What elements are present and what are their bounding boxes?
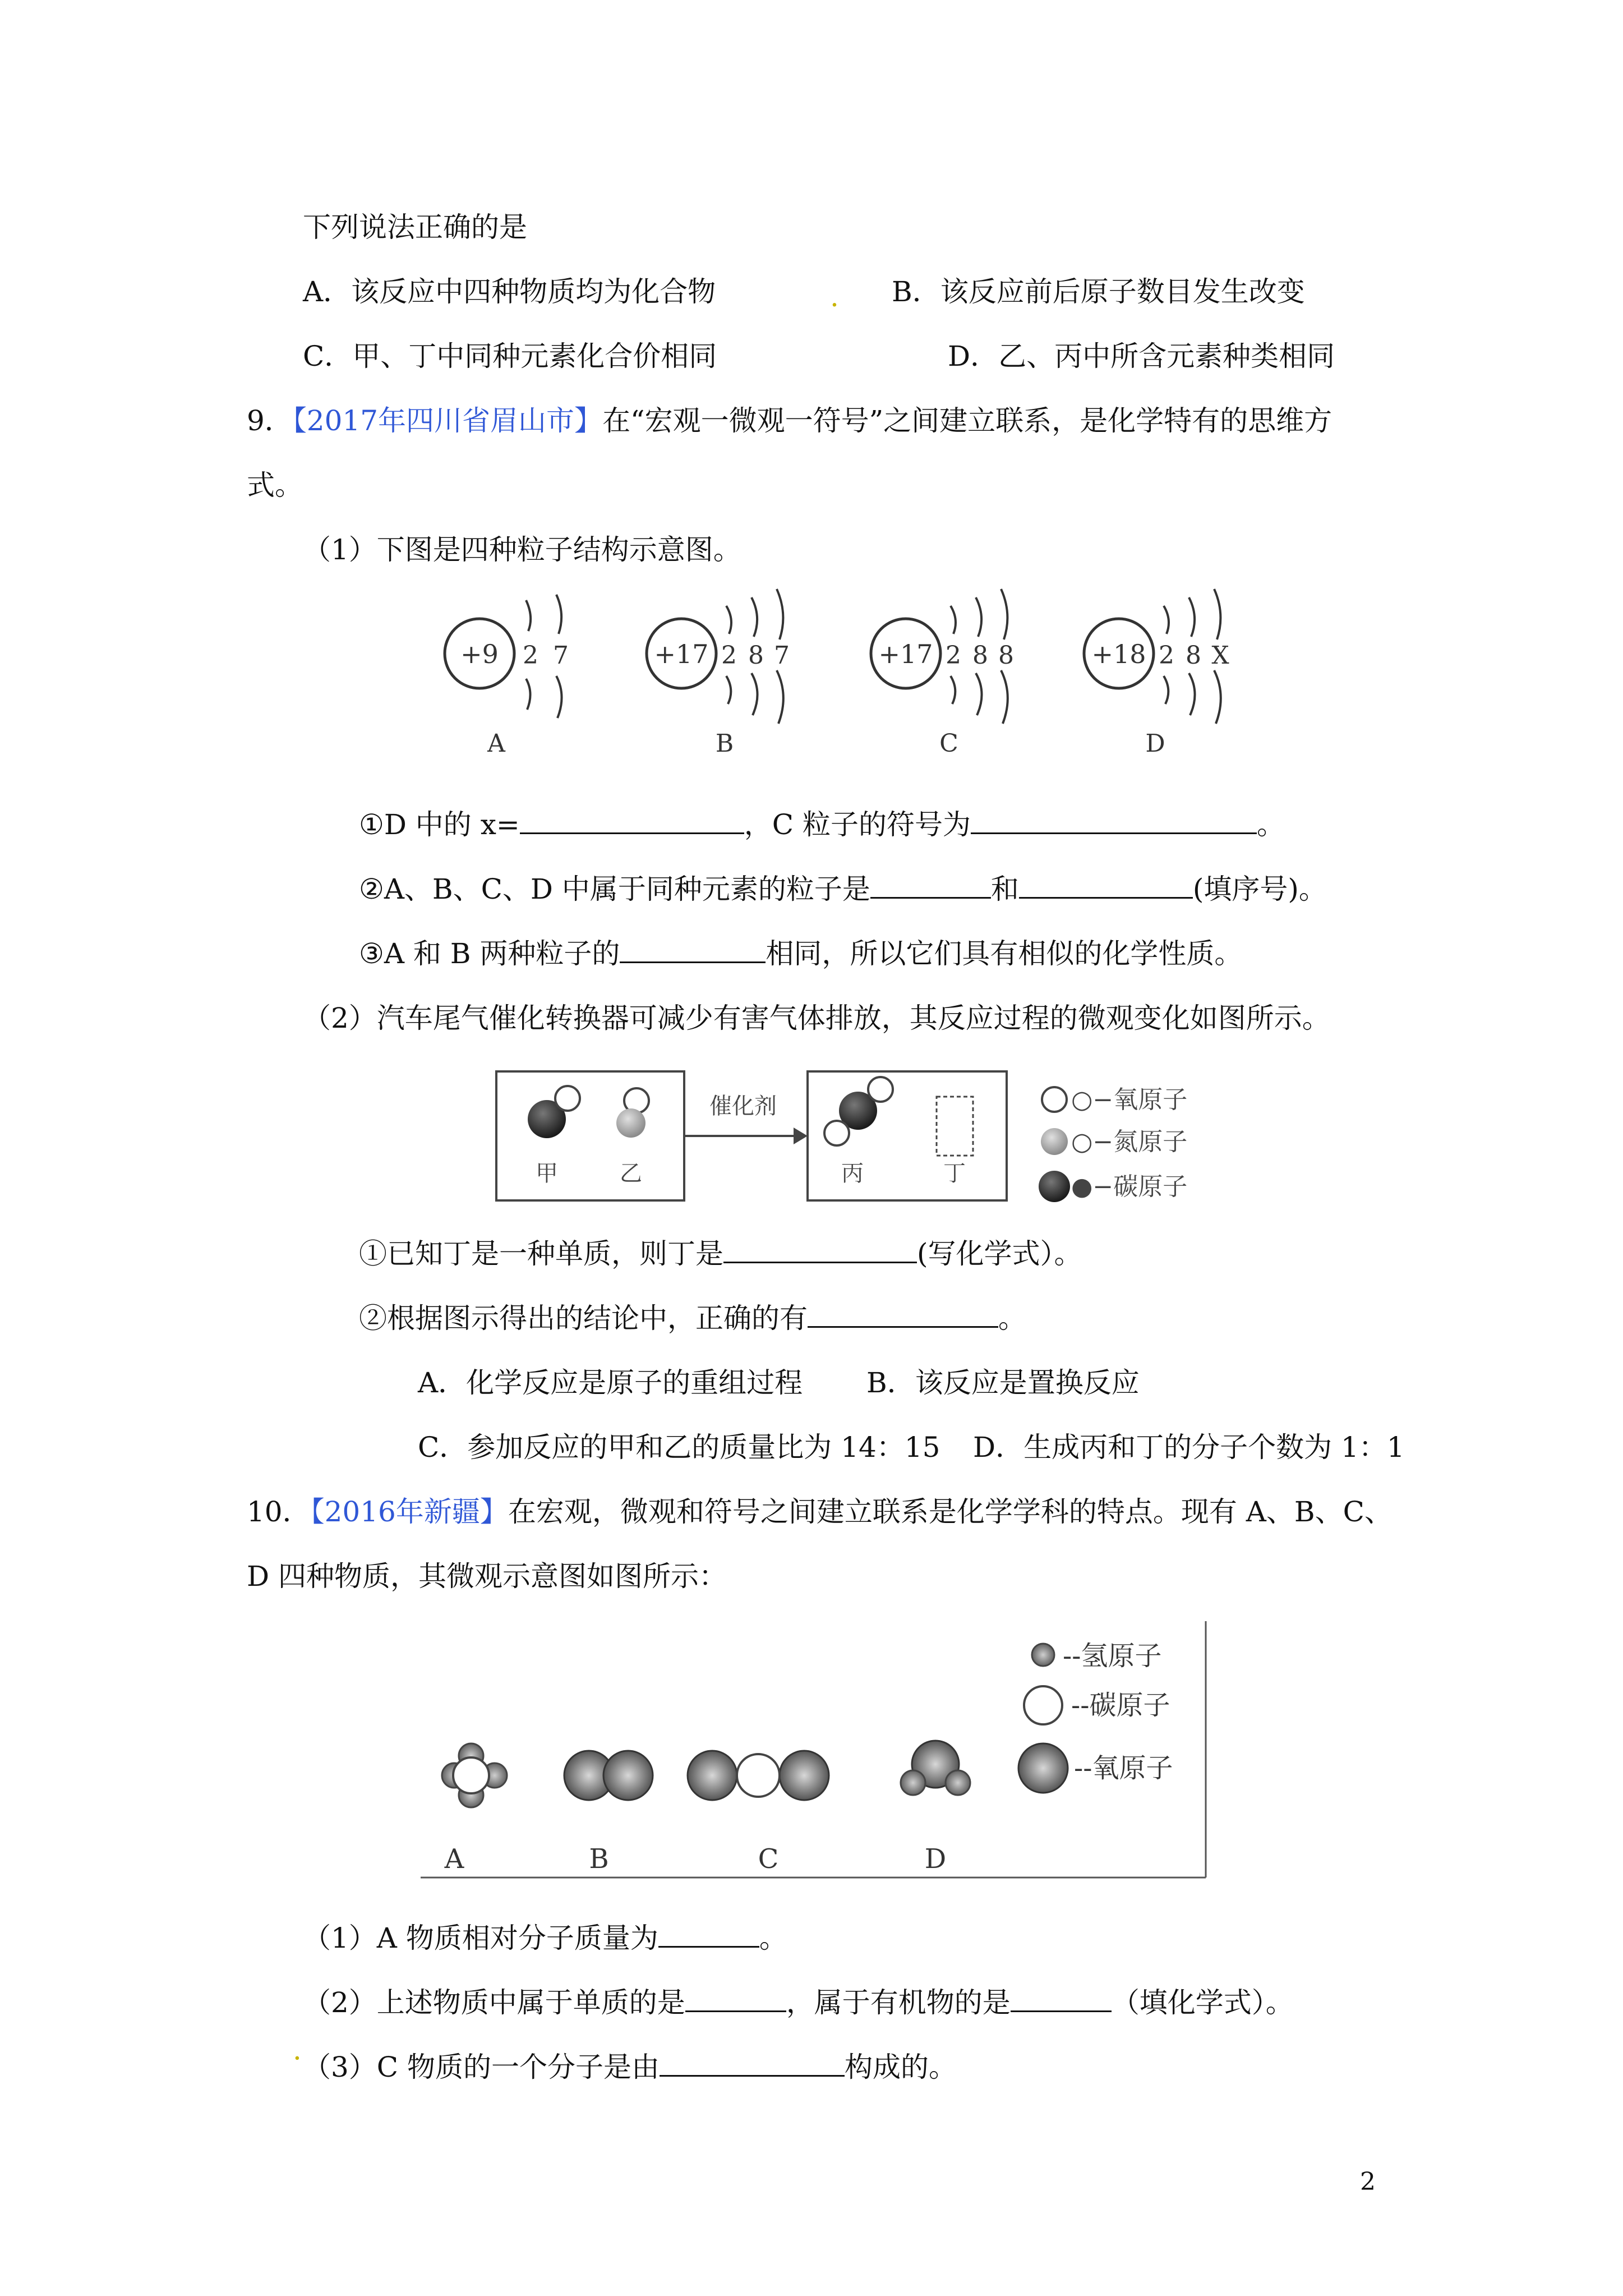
q9-p2-option-c: C．参加反应的甲和乙的质量比为 14：15 (418, 1431, 940, 1464)
atom-b-shell-1: 2 (721, 641, 737, 670)
q9-part1-heading: （1）下图是四种粒子结构示意图。 (303, 533, 741, 566)
oxygen-atom (824, 1121, 849, 1145)
q9-p2-option-d: D．生成丙和丁的分子个数为 1：1 (973, 1431, 1405, 1464)
q9-s3 (359, 937, 1242, 970)
q10-s1 (303, 1921, 787, 1955)
stray-dot: . (830, 280, 839, 313)
answer-blank-organic[interactable] (1011, 1986, 1112, 2012)
atom-d-shell-1: 2 (1159, 641, 1174, 670)
molecule-b (564, 1751, 653, 1800)
answer-blank-conclusions[interactable] (808, 1301, 998, 1328)
answer-blank-relative-mass[interactable] (658, 1921, 759, 1948)
atom-structure-diagram (426, 583, 1267, 769)
q10-s3-text-b: 构成的。 (844, 2051, 957, 2083)
arrow-right-icon (794, 1128, 808, 1144)
q9-p2-s1-text-b: (写化学式）。 (917, 1237, 1082, 1270)
label-yi: 乙 (620, 1161, 642, 1186)
atom-b-label: B (715, 729, 734, 758)
atom-a-shell-1: 2 (523, 641, 538, 670)
molecule-c (688, 1751, 829, 1800)
answer-blank-same-element-1[interactable] (870, 872, 991, 899)
oxygen-legend-icon (1018, 1743, 1068, 1793)
q9-stem: 在“宏观一微观一符号”之间建立联系，是化学特有的思维方 (602, 404, 1332, 437)
legend-carbon: ●−碳原子 (1071, 1172, 1188, 1201)
q9-s1-text-c: 。 (1256, 808, 1285, 841)
stray-dot: · (293, 2042, 302, 2074)
q9-s3-text-a: ③A 和 B 两种粒子的 (359, 937, 620, 970)
atom-b-shell-2: 8 (748, 641, 764, 670)
legend-oxygen: ○−氧原子 (1071, 1085, 1188, 1114)
atom-c-shell-1: 2 (946, 641, 961, 670)
q10-s1-text-b: 。 (759, 1922, 787, 1954)
reaction-diagram (494, 1055, 1223, 1240)
q10-s2-text-b: ，属于有机物的是 (786, 1986, 1011, 2019)
answer-blank-element[interactable] (685, 1986, 786, 2012)
atom-b-nucleus: +17 (654, 639, 709, 669)
legend-hydrogen: --氢原子 (1063, 1640, 1162, 1672)
q9-s2-text-a: ②A、B、C、D 中属于同种元素的粒子是 (359, 873, 870, 905)
atom-a-label: A (487, 729, 505, 758)
q10-stem-line2: D 四种物质，其微观示意图如图所示： (247, 1560, 727, 1593)
q10-s2-text-c: （填化学式）。 (1111, 1986, 1294, 2019)
q9-p2-s2-text-b: 。 (998, 1302, 1026, 1335)
q9-p2-s1 (359, 1237, 1082, 1271)
atom-c-shell-3: 8 (998, 641, 1014, 670)
carbon-legend-icon (1024, 1686, 1062, 1724)
catalyst-label: 催化剂 (709, 1093, 777, 1119)
q9-s2 (359, 872, 1327, 906)
q8-option-b: B．该反应前后原子数目发生改变 (892, 275, 1305, 308)
q8-stem: 下列说法正确的是 (303, 211, 527, 243)
molecule-a (442, 1743, 507, 1807)
oxygen-atom (555, 1086, 580, 1111)
molecule-label-a: A (444, 1843, 464, 1875)
q8-option-d: D．乙、丙中所含元素种类相同 (948, 340, 1335, 372)
atom-b (647, 589, 790, 758)
legend-carbon: --碳原子 (1071, 1690, 1170, 1721)
q8-option-c: C．甲、丁中同种元素化合价相同 (303, 340, 717, 372)
q9-s1-text-b: ，C 粒子的符号为 (744, 808, 971, 841)
q9-s1-text-a: ①D 中的 x= (359, 808, 520, 841)
atom-b-shell-3: 7 (774, 641, 790, 670)
q9-p2-s1-text-a: ①已知丁是一种单质，则丁是 (359, 1237, 723, 1270)
molecule-label-d: D (924, 1843, 947, 1875)
q10-s3-text-a: （3）C 物质的一个分子是由 (303, 2051, 660, 2083)
atom-a-nucleus: +9 (460, 639, 499, 669)
answer-blank-c-symbol[interactable] (971, 808, 1257, 834)
label-bing: 丙 (841, 1161, 864, 1186)
atom-c-label: C (939, 729, 958, 758)
legend-oxygen: --氧原子 (1074, 1752, 1173, 1784)
q10-number: 10． (247, 1496, 311, 1528)
q10-s1-text-a: （1）A 物质相对分子质量为 (303, 1922, 658, 1954)
q9-source: 【2017年四川省眉山市】 (292, 404, 603, 437)
nitrogen-legend-icon (1041, 1128, 1068, 1155)
q9-p2-option-b: B．该反应是置换反应 (866, 1366, 1140, 1399)
oxygen-legend-icon (1042, 1087, 1067, 1112)
q10-s2 (303, 1986, 1294, 2019)
answer-blank-ding-formula[interactable] (723, 1237, 917, 1263)
q9-p2-option-a: A．化学反应是原子的重组过程 (418, 1366, 803, 1399)
q9-s3-text-b: 相同，所以它们具有相似的化学性质。 (766, 937, 1243, 970)
q9-p2-s2 (359, 1301, 1026, 1335)
q9-stem-line1 (247, 404, 1332, 438)
carbon-legend-icon (1039, 1171, 1070, 1202)
q8-option-a: A．该反应中四种物质均为化合物 (303, 275, 716, 308)
answer-blank-composition[interactable] (660, 2050, 845, 2077)
atom-a-shell-2: 7 (553, 641, 569, 670)
atom-d-shell-3: X (1211, 641, 1229, 670)
q10-source: 【2016年新疆】 (310, 1496, 508, 1528)
atom-c-shell-2: 8 (972, 641, 988, 670)
q9-s1 (359, 808, 1285, 841)
atom-d-shell-2: 8 (1186, 641, 1201, 670)
q10-s3 (303, 2050, 957, 2084)
answer-blank-x[interactable] (520, 808, 744, 834)
atom-c (871, 589, 1014, 758)
atom-d (1084, 589, 1229, 758)
q9-p2-s2-text-a: ②根据图示得出的结论中，正确的有 (359, 1302, 808, 1335)
label-ding: 丁 (943, 1161, 966, 1186)
unknown-product-box (937, 1097, 973, 1156)
molecule-diagram (421, 1621, 1217, 1890)
legend-nitrogen: ○−氮原子 (1071, 1128, 1188, 1156)
reactants-box (496, 1071, 684, 1200)
molecule-label-b: B (589, 1843, 609, 1875)
q10-stem: 在宏观，微观和符号之间建立联系是化学学科的特点。现有 A、B、C、 (508, 1496, 1393, 1528)
label-jia: 甲 (536, 1161, 558, 1186)
page-number: 2 (1360, 2168, 1376, 2196)
answer-blank-same-element-2[interactable] (1019, 872, 1193, 899)
q10-stem-line1 (247, 1495, 1393, 1529)
oxygen-atom (868, 1077, 893, 1102)
answer-blank-similarity[interactable] (620, 937, 766, 963)
q9-s2-text-b: 和 (990, 873, 1019, 905)
q9-number: 9． (247, 404, 293, 437)
q10-s2-text-a: （2）上述物质中属于单质的是 (303, 1986, 685, 2019)
atom-d-label: D (1145, 729, 1165, 758)
atom-a (445, 595, 569, 758)
atom-d-nucleus: +18 (1091, 639, 1146, 669)
hydrogen-legend-icon (1032, 1644, 1054, 1666)
nitrogen-atom (616, 1108, 645, 1138)
molecule-label-c: C (758, 1843, 779, 1875)
q9-stem-line2: 式。 (247, 469, 303, 501)
q9-s2-text-c: (填序号)。 (1192, 873, 1327, 905)
atom-c-nucleus: +17 (878, 639, 933, 669)
q9-part2-heading: （2）汽车尾气催化转换器可减少有害气体排放，其反应过程的微观变化如图所示。 (303, 1002, 1330, 1034)
molecule-d (901, 1741, 970, 1795)
